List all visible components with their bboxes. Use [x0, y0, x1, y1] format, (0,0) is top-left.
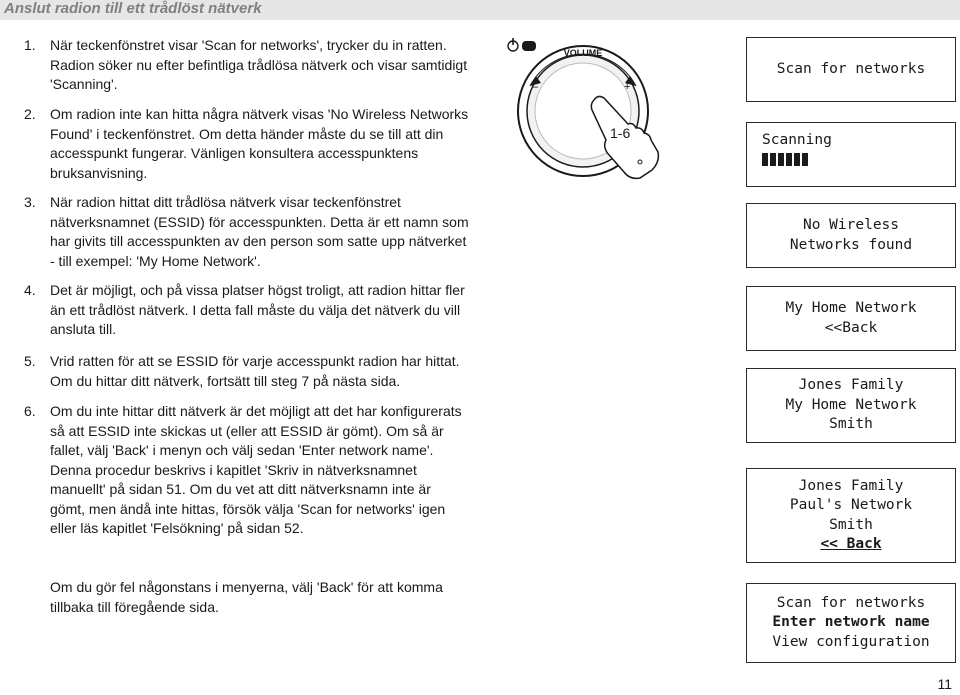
step-text: När teckenfönstret visar 'Scan for networks', trycker du in ratten. Radion söker nu efter befintliga trådlösa nätverk och visar samtidigt 'Scanning'. [50, 37, 468, 92]
lcd-line: Scan for networks [776, 60, 926, 77]
lcd-line: Jones Family [798, 477, 904, 494]
lcd-line: Smith [829, 516, 873, 533]
lcd-network-menu [746, 583, 956, 663]
lcd-network-list-back [746, 468, 956, 563]
lcd-selected-option: Enter network name [772, 614, 930, 631]
power-icon [508, 38, 518, 51]
step-text: När radion hittat ditt trådlösa nätverk visar teckenfönstret nätverksnamnet (ESSID) för accesspunkten. Detta är ett namn som har givits till accesspunkten av den person som satte upp nätverket - till exempel: 'My Home Network'. [50, 194, 469, 269]
standby-button-icon [522, 41, 536, 51]
step-text: Om radion inte kan hitta några nätverk visas 'No Wireless Networks Found' i teckenfönstret. Om detta händer måste du se till att din accesspunkt fungerar. Vänligen konsultera accesspunktens bruksanvisning. [50, 106, 469, 181]
lcd-line: View configuration [772, 633, 930, 650]
lcd-back-option: << Back [820, 536, 882, 552]
step-number: 4. [24, 282, 36, 298]
step-text: Det är möjligt, och på vissa platser högst troligt, att radion hittar fler än ett trådlöst nätverk. I detta fall måste du välja det nätverk du vill ansluta till. [50, 282, 465, 337]
scanning-progress-bar [762, 153, 955, 166]
step-number: 1. [24, 37, 36, 53]
page-title: Anslut radion till ett trådlöst nätverk [4, 0, 262, 17]
volume-label: VOLUME [563, 48, 603, 58]
lcd-my-home-network [746, 286, 956, 351]
page-number: 11 [937, 676, 952, 692]
lcd-line: Paul's Network [789, 497, 913, 513]
step-4 [24, 281, 469, 340]
lcd-line: My Home Network [785, 396, 917, 413]
lcd-line: Scan for networks [776, 594, 926, 611]
step-range-label: 1-6 [610, 125, 631, 141]
step-text: Vrid ratten för att se ESSID för varje accesspunkt radion har hittat. Om du hittar ditt nätverk, fortsätt till steg 7 på nästa sida. [50, 353, 460, 389]
step-text: Om du inte hittar ditt nätverk är det möjligt att det har konfigurerats så att ESSID inte skickas ut (eller att ESSID är gömt). Om så är fallet, välj 'Back' i menyn och välj sedan 'Enter network name'. Denna procedur beskrivs i kapitlet 'Skriv in nätverksnamnet manuellt' på sidan 51. Om du vet att ditt nätverksnamn inte är gömt, men ändå inte hittas, försök välja 'Scan for networks' igen eller läs kapitlet 'Felsökning' på sidan 52. [50, 403, 462, 536]
lcd-network-list [746, 368, 956, 443]
lcd-line: <<Back [824, 319, 878, 336]
step-3 [24, 193, 469, 271]
step-5 [24, 352, 469, 391]
step-number: 6. [24, 403, 36, 419]
lcd-scan-for-networks [746, 37, 956, 102]
step-number: 3. [24, 194, 36, 210]
note-text: Om du gör fel någonstans i menyerna, välj 'Back' för att komma tillbaka till föregående sida. [50, 579, 443, 615]
lcd-line: Scanning [762, 132, 832, 148]
plus-label: + [624, 81, 631, 93]
step-number: 2. [24, 106, 36, 122]
lcd-no-wireless [746, 203, 956, 268]
step-6 [24, 402, 469, 539]
step-1 [24, 36, 469, 95]
lcd-line: No Wireless [802, 217, 900, 233]
lcd-line: Smith [829, 416, 873, 433]
lcd-line: Jones Family [798, 377, 904, 394]
volume-knob-illustration [500, 28, 665, 188]
minus-label: – [532, 81, 539, 93]
lcd-line: Networks found [789, 236, 913, 253]
step-2 [24, 105, 469, 183]
lcd-scanning [746, 122, 956, 187]
step-number: 5. [24, 353, 36, 369]
lcd-line: My Home Network [785, 300, 917, 316]
